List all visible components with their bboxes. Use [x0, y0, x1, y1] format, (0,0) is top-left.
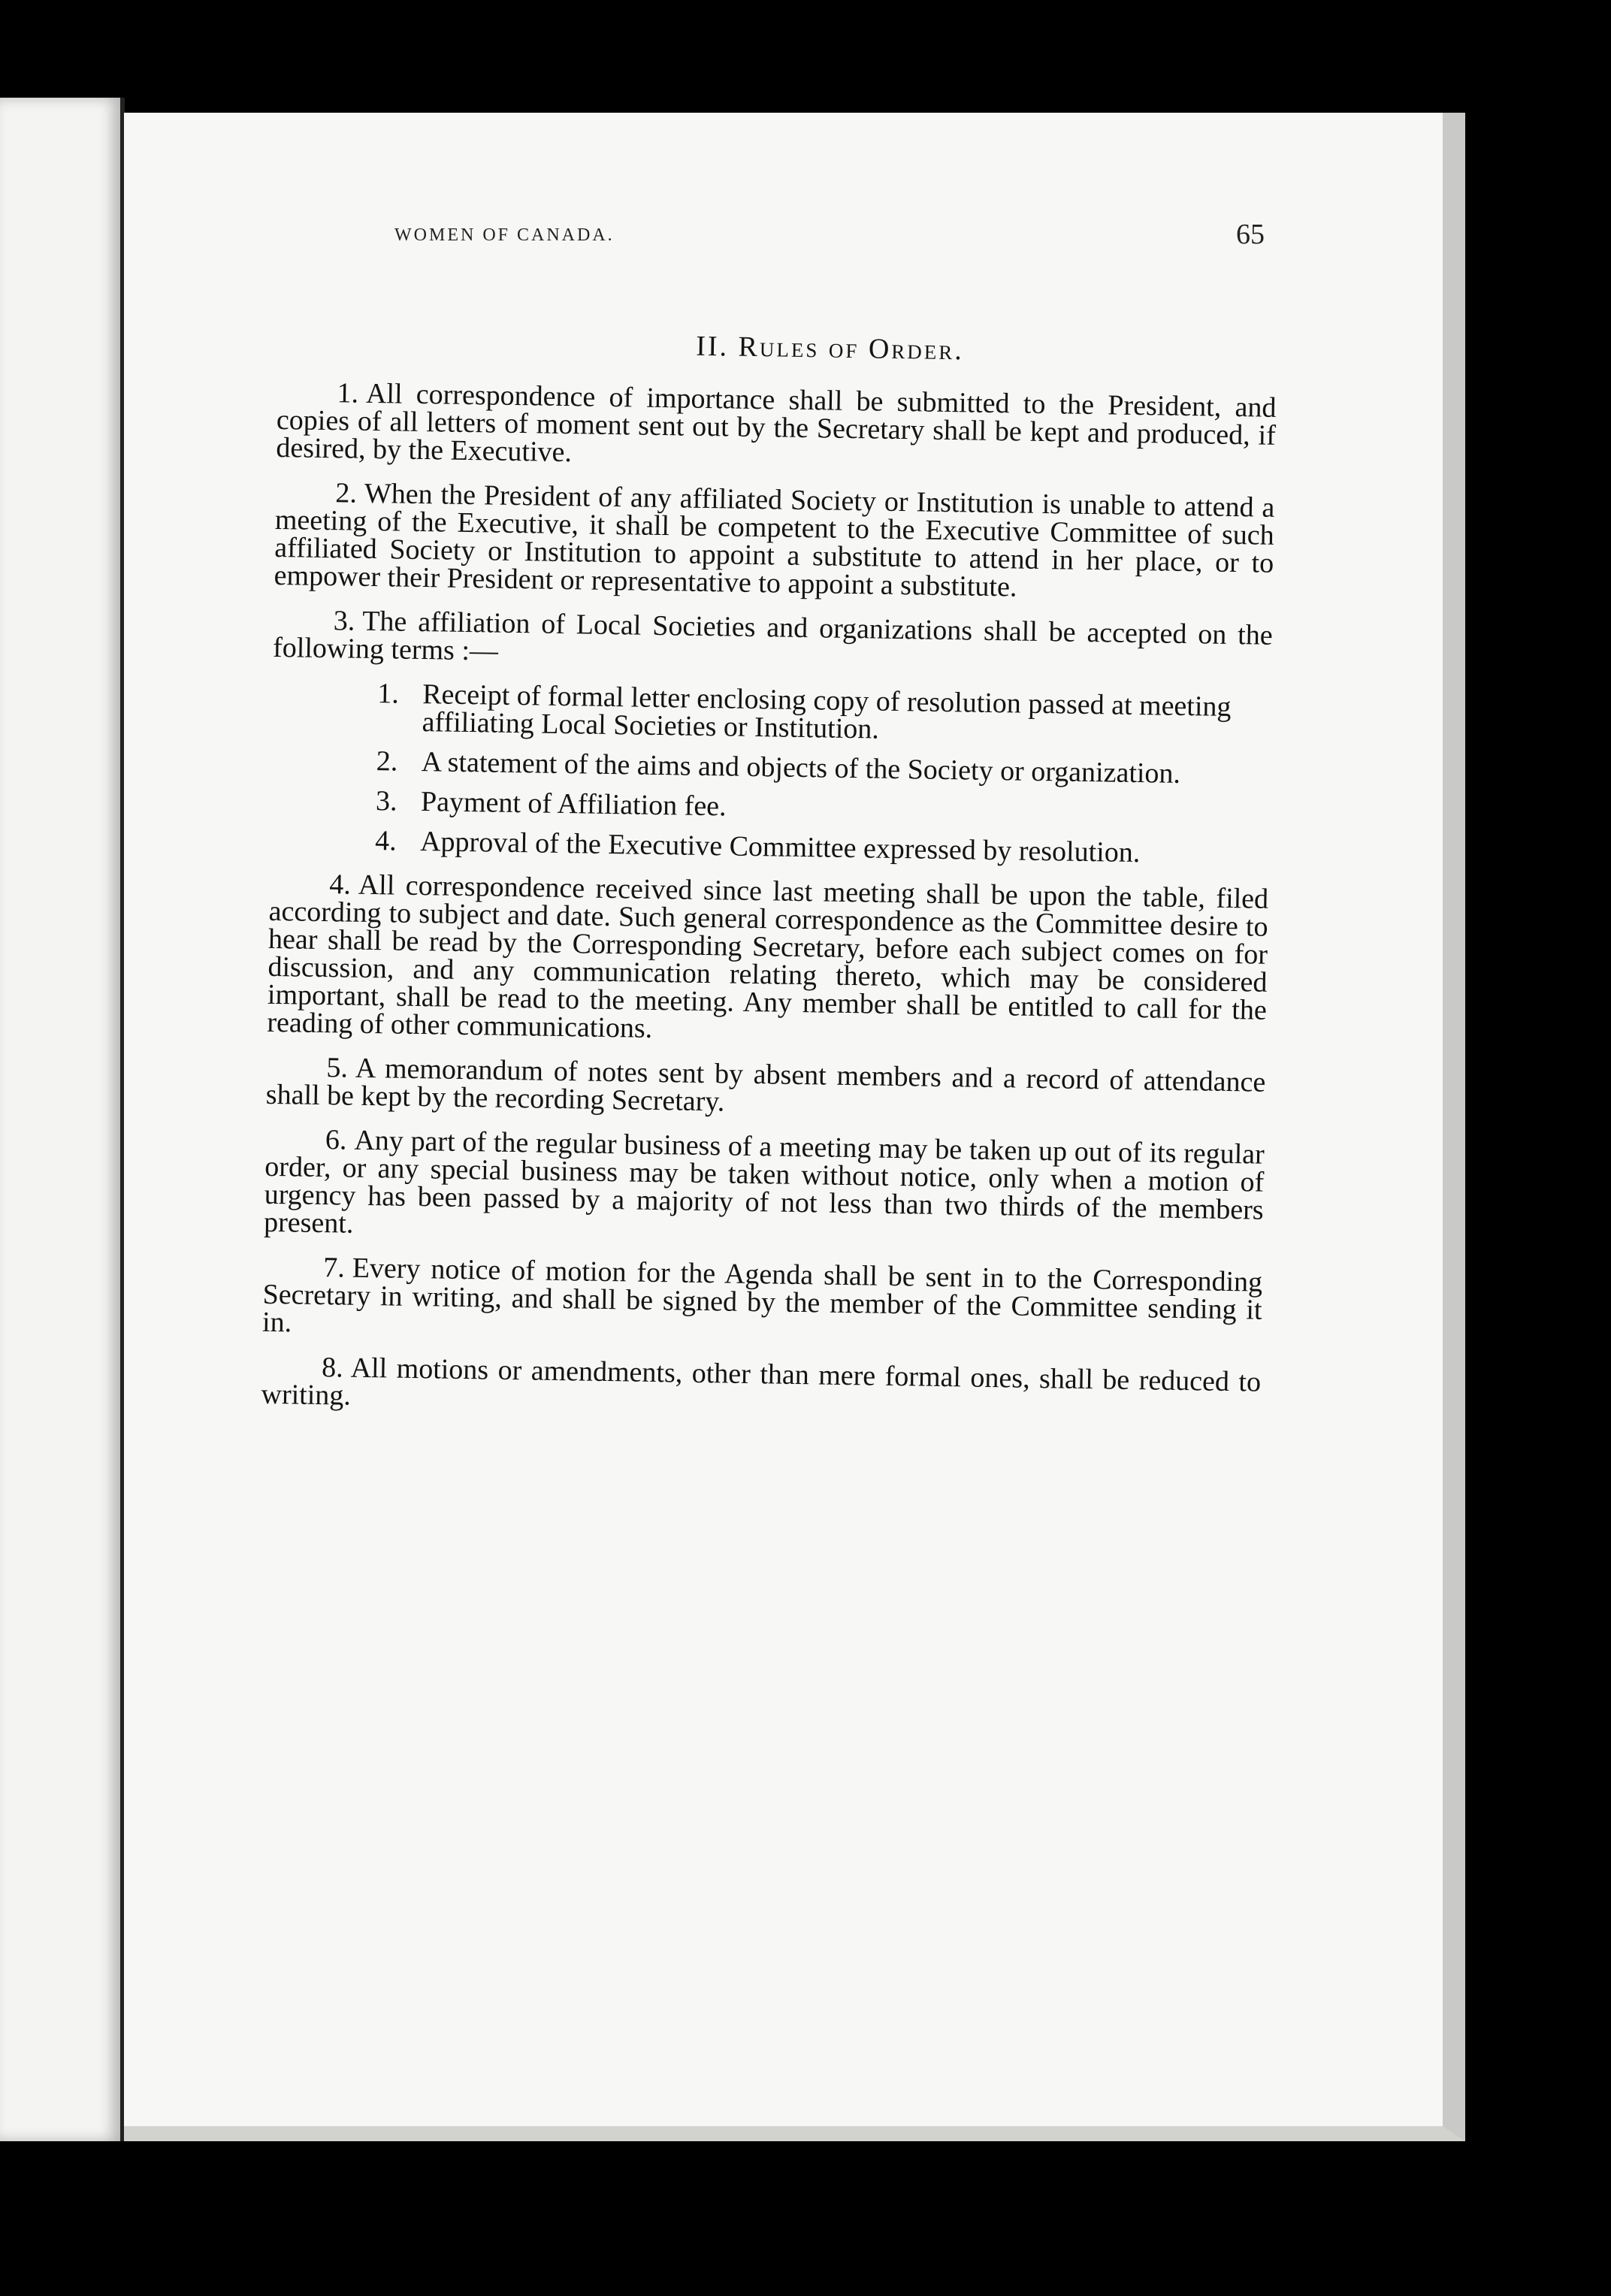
rule-8 — [261, 1353, 1261, 1424]
rule-number: 7. — [322, 1252, 346, 1284]
rule-text: When the President of any affiliated Society or Institution is unable to attend a meeting of the Executive, it shall be competent to the Executive Committee of such affiliated Society or Institution to appoint a substitute to attend in her place, or to empower their President or representative to appoint a substitute. — [274, 477, 1275, 603]
rule-number: 5. — [326, 1052, 349, 1084]
rule-number: 6. — [325, 1124, 347, 1156]
book-page — [124, 113, 1465, 2141]
facing-page-edge — [0, 98, 125, 2141]
page-content — [261, 323, 1277, 1441]
rule-7 — [262, 1253, 1263, 1352]
term-text: A statement of the aims and objects of the Society or organization. — [421, 746, 1181, 790]
term-item — [375, 785, 1270, 829]
rule-4 — [267, 870, 1268, 1053]
page-number: 65 — [1236, 219, 1265, 250]
rule-5 — [266, 1053, 1266, 1125]
running-head: WOMEN OF CANADA. — [394, 225, 615, 245]
rule-text: Any part of the regular business of a meeting may be taken up out of its regular order, or any special business may be taken without notice, only when a motion of urgency has been passed by a majority of not less than two thirds of the members present. — [263, 1124, 1265, 1240]
term-number: 2. — [376, 745, 398, 778]
section-heading: II. Rules of Order. — [695, 330, 965, 367]
rule-number: 2. — [335, 477, 358, 509]
term-text: Payment of Affiliation fee. — [420, 786, 727, 823]
term-number: 1. — [376, 678, 400, 710]
rule-text: All motions or amendments, other than mere formal ones, shall be reduced to writing. — [261, 1352, 1262, 1412]
term-item — [376, 678, 1271, 749]
rule-text: The affiliation of Local Societies and organizations shall be accepted on the following terms :— — [272, 605, 1273, 667]
rule-text: All correspondence received since last meeting shall be upon the table, filed according to subject and date. Such general correspondence as the Committee desire to hear shall be read by the Corresponding Secretary, before each subject comes on for discussion, and any communication relating thereto, which may be considered important, shall be read to the meeting. Any member shall be entitled to call for the reading of other communications. — [267, 869, 1269, 1044]
rule-text: A memorandum of notes sent by absent members and a record of attendance shall be kept by the recording Secretary. — [265, 1052, 1266, 1118]
rule-text: Every notice of motion for the Agenda shall be sent in to the Corresponding Secretary in writing, and shall be signed by the member of the Committee sending it in. — [261, 1252, 1263, 1339]
rule-3 — [273, 606, 1273, 678]
affiliation-terms-list — [270, 678, 1271, 869]
rule-6 — [264, 1125, 1265, 1252]
term-item — [374, 825, 1269, 869]
term-text: Approval of the Executive Committee expressed by resolution. — [419, 826, 1141, 869]
rule-number: 3. — [333, 605, 355, 637]
rule-number: 8. — [321, 1352, 343, 1384]
rule-2 — [274, 479, 1274, 606]
rule-number: 4. — [328, 869, 352, 901]
term-text: Receipt of formal letter enclosing copy of resolution passed at meeting affiliating Local Societies or Institution. — [422, 678, 1232, 745]
rule-number: 1. — [337, 377, 359, 409]
term-item — [376, 745, 1271, 790]
rule-1 — [276, 379, 1277, 478]
rule-text: All correspondence of importance shall be submitted to the President, and copies of all letters of moment sent out by the Secretary shall be kept and produced, if desired, by the Executive. — [276, 377, 1277, 469]
term-number: 4. — [374, 825, 397, 857]
term-number: 3. — [375, 785, 397, 817]
